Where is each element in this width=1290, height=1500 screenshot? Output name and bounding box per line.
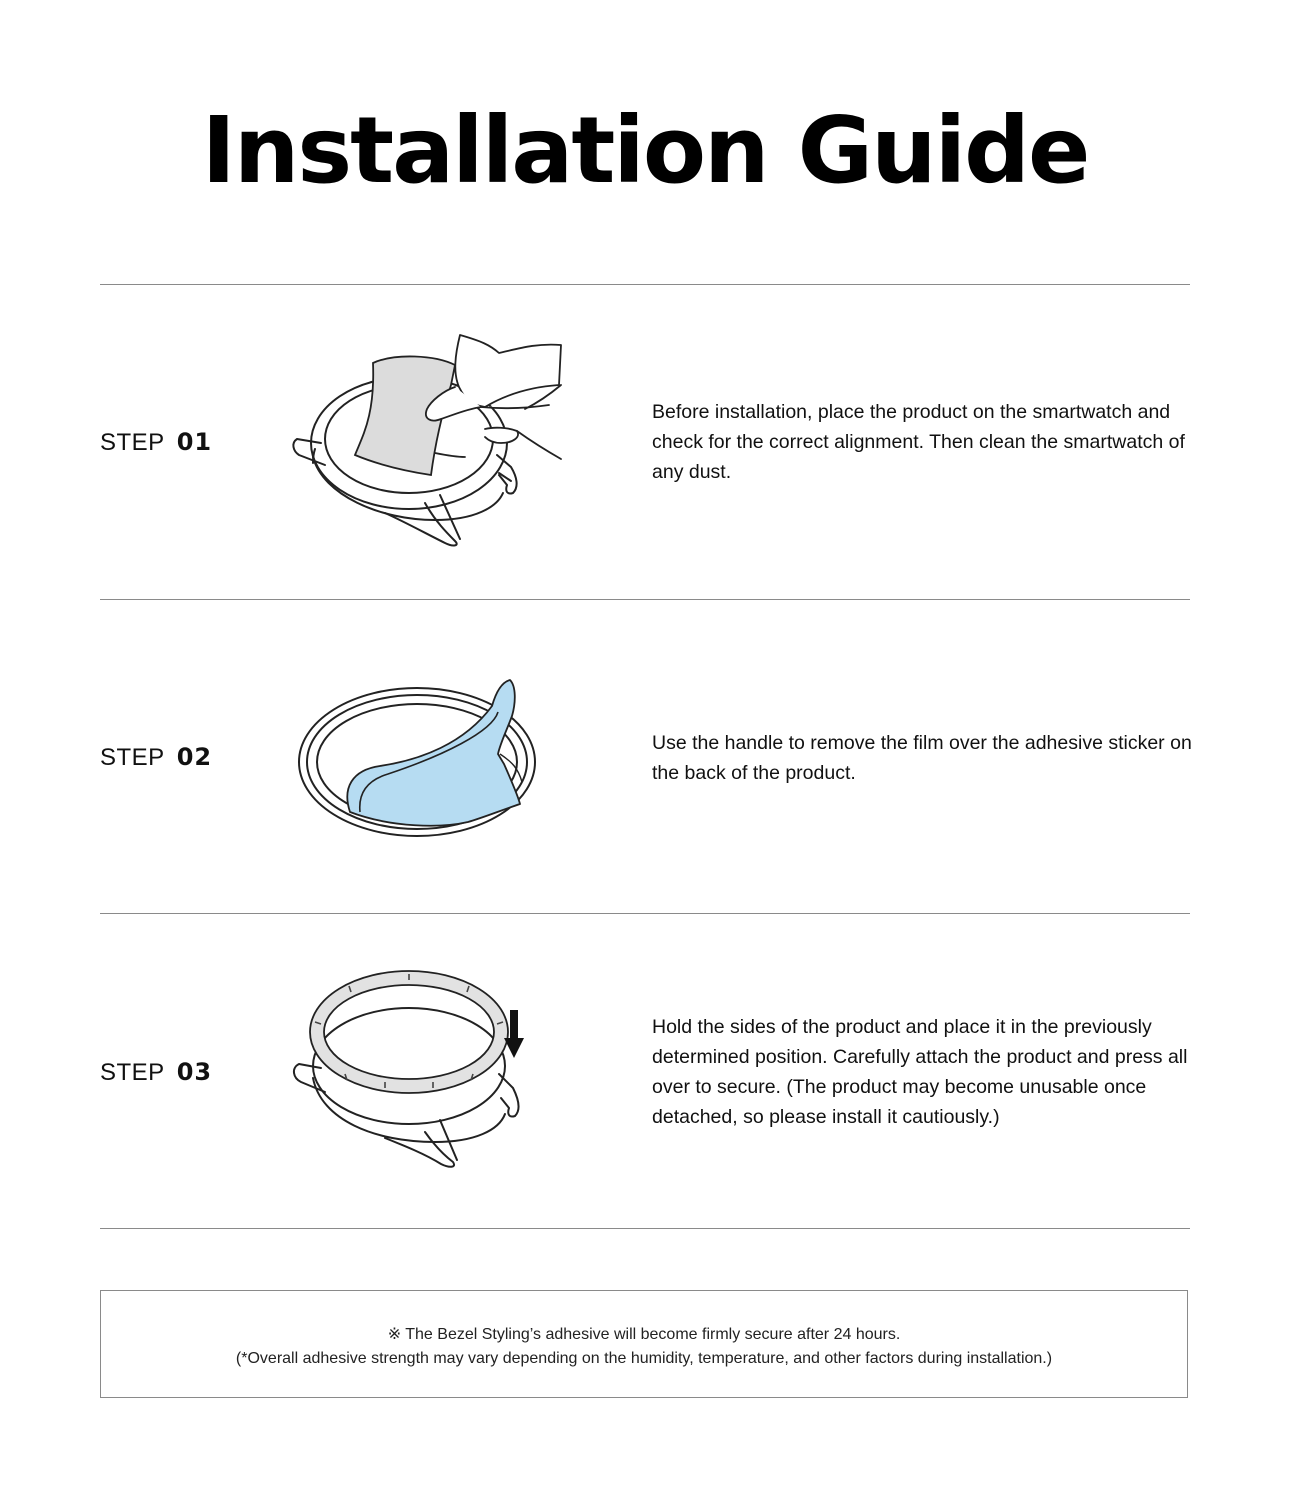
step-02-description: Use the handle to remove the film over the adhesive sticker on the back of the product. [652, 732, 1192, 784]
step-01-description: Before installation, place the product on the smartwatch and check for the correct alignment. Then clean the smartwatch of any dust. [652, 401, 1185, 483]
step-number: 02 [176, 743, 213, 771]
adhesive-film [347, 680, 520, 826]
step-03-description: Hold the sides of the product and place it in the previously determined position. Carefully attach the product and press all over to secure. (The product may become unusable once detached, so please install it cautiously.) [652, 1016, 1188, 1128]
divider-3 [100, 1228, 1190, 1229]
watch-cleaning-illustration [285, 325, 575, 555]
page-title: Installation Guide [201, 97, 1089, 204]
bezel-film-removal-illustration [292, 672, 552, 844]
divider-2 [100, 913, 1190, 914]
divider-1 [100, 599, 1190, 600]
step-word: STEP [100, 1059, 165, 1086]
step-word: STEP [100, 429, 165, 456]
step-number: 01 [176, 428, 213, 456]
divider-top [100, 284, 1190, 285]
bezel-ring [317, 978, 501, 1086]
step-02-label [100, 742, 212, 773]
adhesive-note [100, 1290, 1188, 1398]
step-number: 03 [176, 1058, 213, 1086]
step-word: STEP [100, 744, 165, 771]
step-01-label [100, 427, 212, 458]
bezel-attach-illustration [285, 970, 545, 1170]
step-03-label [100, 1057, 212, 1088]
note-line-1: ※ The Bezel Styling’s adhesive will become firmly secure after 24 hours. [387, 1326, 901, 1343]
note-line-2: (*Overall adhesive strength may vary depending on the humidity, temperature, and other factors during installation.) [235, 1350, 1053, 1367]
